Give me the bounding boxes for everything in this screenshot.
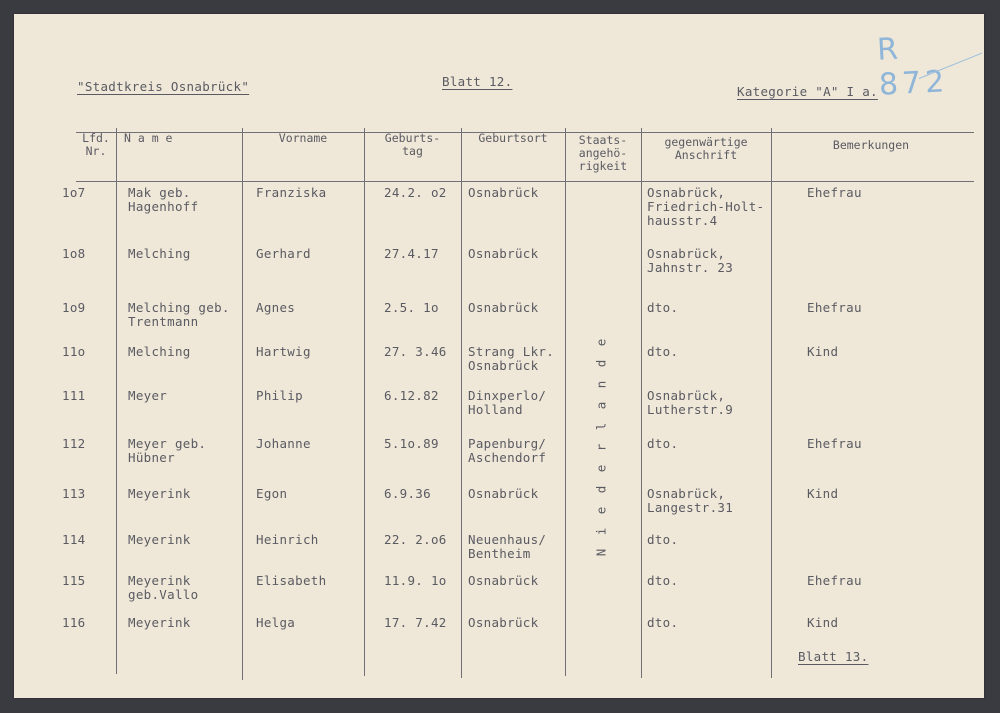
row-vorname: Philip [256, 388, 303, 403]
column-header-anschrift: gegenwärtige Anschrift [664, 135, 748, 162]
row-geburtstag: 17. 7.42 [384, 615, 447, 630]
row-geburtstag: 27.4.17 [384, 246, 439, 261]
row-name: Meyer geb. Hübner [128, 436, 207, 465]
row-anschrift: Osnabrück, Lutherstr.9 [647, 388, 734, 417]
row-anschrift: dto. [647, 300, 679, 315]
row-anschrift: dto. [647, 532, 679, 547]
district-title: "Stadtkreis Osnabrück" [77, 79, 250, 94]
row-anschrift: dto. [647, 436, 679, 451]
column-divider [461, 128, 462, 678]
row-geburtstag: 24.2. o2 [384, 185, 447, 200]
row-geburtstag: 11.9. 1o [384, 573, 447, 588]
row-bemerkung: Ehefrau [807, 185, 862, 200]
row-vorname: Egon [256, 486, 288, 501]
row-geburtsort: Dinxperlo/ Holland [468, 388, 547, 417]
column-header-staatsangehoerigkeit: Staats- angehö- rigkeit [578, 133, 628, 173]
row-anschrift: dto. [647, 615, 679, 630]
row-bemerkung: Kind [807, 344, 839, 359]
row-name: Meyerink [128, 615, 191, 630]
row-number: 116 [62, 615, 86, 630]
row-geburtstag: 5.1o.89 [384, 436, 439, 451]
column-header-lfd: Lfd. Nr. [82, 131, 110, 158]
column-divider [565, 128, 566, 676]
row-anschrift: dto. [647, 344, 679, 359]
row-geburtsort: Papenburg/ Aschendorf [468, 436, 547, 465]
row-geburtstag: 6.12.82 [384, 388, 439, 403]
row-name: Melching geb. Trentmann [128, 300, 230, 329]
row-bemerkung: Ehefrau [807, 436, 862, 451]
row-name: Meyerink [128, 486, 191, 501]
row-name: Mak geb. Hagenhoff [128, 185, 199, 214]
handwritten-annotation: R 872 [876, 31, 950, 103]
column-header-vorname: Vorname [278, 131, 328, 145]
next-sheet-label: Blatt 13. [798, 649, 869, 664]
row-geburtstag: 22. 2.o6 [384, 532, 447, 547]
row-vorname: Johanne [256, 436, 311, 451]
row-vorname: Franziska [256, 185, 327, 200]
row-geburtsort: Strang Lkr. Osnabrück [468, 344, 555, 373]
category-label: Kategorie "A" I a. [737, 84, 878, 99]
row-number: 1o8 [62, 246, 86, 261]
row-vorname: Hartwig [256, 344, 311, 359]
row-number: 1o9 [62, 300, 86, 315]
row-vorname: Agnes [256, 300, 296, 315]
row-geburtsort: Osnabrück [468, 573, 539, 588]
row-number: 114 [62, 532, 86, 547]
row-anschrift: Osnabrück, Jahnstr. 23 [647, 246, 734, 275]
row-anschrift: Osnabrück, Langestr.31 [647, 486, 734, 515]
row-geburtsort: Osnabrück [468, 185, 539, 200]
row-geburtstag: 6.9.36 [384, 486, 431, 501]
row-number: 1o7 [62, 185, 86, 200]
row-vorname: Elisabeth [256, 573, 327, 588]
row-name: Meyerink [128, 532, 191, 547]
row-number: 115 [62, 573, 86, 588]
row-bemerkung: Kind [807, 615, 839, 630]
column-divider [364, 128, 365, 676]
row-number: 113 [62, 486, 86, 501]
header-bottom-rule [76, 181, 974, 182]
sheet-number: Blatt 12. [442, 74, 513, 89]
row-geburtsort: Osnabrück [468, 486, 539, 501]
column-header-bemerkungen: Bemerkungen [832, 138, 910, 152]
row-anschrift: Osnabrück, Friedrich-Holt- hausstr.4 [647, 185, 765, 228]
column-divider [641, 128, 642, 678]
column-header-geburtstag: Geburts- tag [384, 131, 441, 158]
row-vorname: Heinrich [256, 532, 319, 547]
column-header-name: N a m e [124, 131, 173, 145]
row-name: Melching [128, 246, 191, 261]
document-sheet [14, 14, 984, 698]
row-name: Melching [128, 344, 191, 359]
column-divider [242, 128, 243, 680]
row-geburtstag: 27. 3.46 [384, 344, 447, 359]
row-vorname: Gerhard [256, 246, 311, 261]
row-number: 112 [62, 436, 86, 451]
column-header-geburtsort: Geburtsort [478, 131, 548, 145]
row-vorname: Helga [256, 615, 296, 630]
row-geburtsort: Osnabrück [468, 615, 539, 630]
nationality-vertical-text: N i e d e r l a n d e [593, 338, 609, 557]
column-divider [116, 128, 117, 674]
row-bemerkung: Ehefrau [807, 573, 862, 588]
row-name: Meyerink geb.Vallo [128, 573, 199, 602]
row-geburtsort: Osnabrück [468, 246, 539, 261]
row-geburtstag: 2.5. 1o [384, 300, 439, 315]
row-number: 11o [62, 344, 86, 359]
row-geburtsort: Neuenhaus/ Bentheim [468, 532, 547, 561]
row-name: Meyer [128, 388, 168, 403]
row-bemerkung: Kind [807, 486, 839, 501]
row-bemerkung: Ehefrau [807, 300, 862, 315]
row-number: 111 [62, 388, 86, 403]
row-anschrift: dto. [647, 573, 679, 588]
row-geburtsort: Osnabrück [468, 300, 539, 315]
column-divider [771, 128, 772, 678]
